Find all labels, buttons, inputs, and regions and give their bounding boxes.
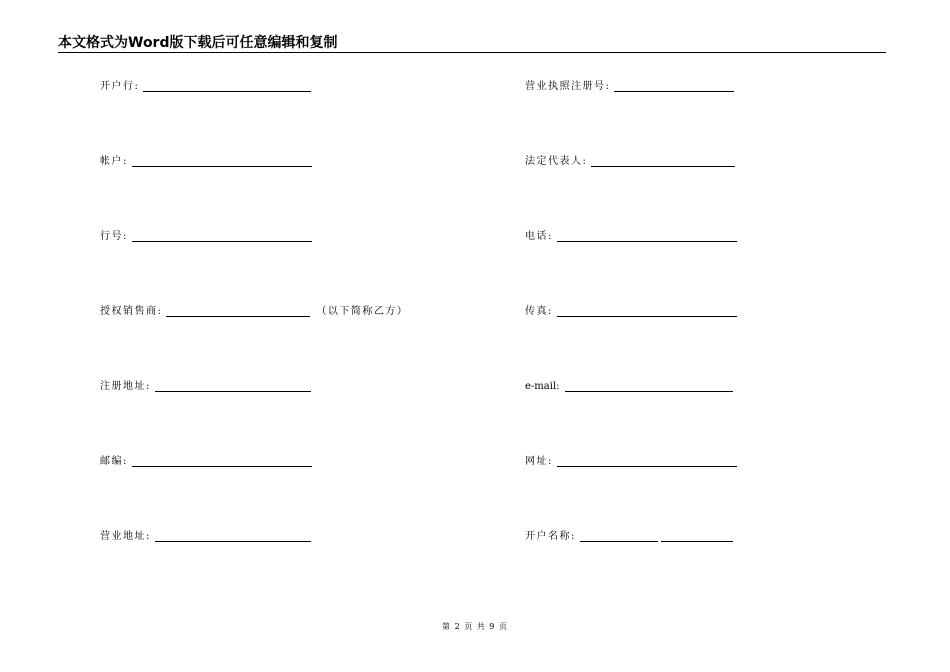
phone-label: 电话: <box>525 231 553 242</box>
bank-code-field <box>100 228 312 244</box>
website-blank-line[interactable] <box>557 466 737 467</box>
license-number-field <box>525 78 734 94</box>
authorized-seller-blank-line[interactable] <box>166 316 310 317</box>
email-blank-line[interactable] <box>565 391 733 392</box>
bank-blank-line[interactable] <box>143 91 311 92</box>
fax-blank-line[interactable] <box>557 316 737 317</box>
postcode-blank-line[interactable] <box>132 466 312 467</box>
legal-representative-blank-line[interactable] <box>591 166 735 167</box>
website-field <box>525 453 737 469</box>
bank-field <box>100 78 311 94</box>
account-blank-line[interactable] <box>132 166 312 167</box>
postcode-label: 邮编: <box>100 456 128 467</box>
business-address-label: 营业地址: <box>100 531 151 542</box>
document-header-title: 本文格式为Word版下载后可任意编辑和复制 <box>58 35 338 51</box>
account-name-blank-line-1[interactable] <box>580 541 658 542</box>
account-name-label: 开户名称: <box>525 531 576 542</box>
legal-representative-label: 法定代表人: <box>525 156 588 167</box>
legal-representative-field <box>525 153 735 169</box>
page-number: 第 2 页 共 9 页 <box>442 622 508 631</box>
fax-label: 传真: <box>525 306 553 317</box>
registered-address-label: 注册地址: <box>100 381 151 392</box>
phone-field <box>525 228 737 244</box>
website-label: 网址: <box>525 456 553 467</box>
bank-code-blank-line[interactable] <box>132 241 312 242</box>
bank-code-label: 行号: <box>100 231 128 242</box>
fax-field <box>525 303 737 319</box>
party-b-note: （以下简称乙方） <box>316 306 409 317</box>
header-divider <box>58 52 886 53</box>
registered-address-field <box>100 378 311 394</box>
license-number-label: 营业执照注册号: <box>525 81 611 92</box>
registered-address-blank-line[interactable] <box>155 391 311 392</box>
business-address-blank-line[interactable] <box>155 541 311 542</box>
postcode-field <box>100 453 312 469</box>
phone-blank-line[interactable] <box>557 241 737 242</box>
account-name-blank-line-2[interactable] <box>661 541 733 542</box>
bank-label: 开户行: <box>100 81 140 92</box>
business-address-field <box>100 528 311 544</box>
account-label: 帐户: <box>100 156 128 167</box>
license-number-blank-line[interactable] <box>614 91 734 92</box>
account-name-field <box>525 528 733 544</box>
authorized-seller-label: 授权销售商: <box>100 306 163 317</box>
email-field <box>525 378 733 394</box>
account-field <box>100 153 312 169</box>
email-label: e-mail: <box>525 381 560 392</box>
authorized-seller-field <box>100 303 408 319</box>
